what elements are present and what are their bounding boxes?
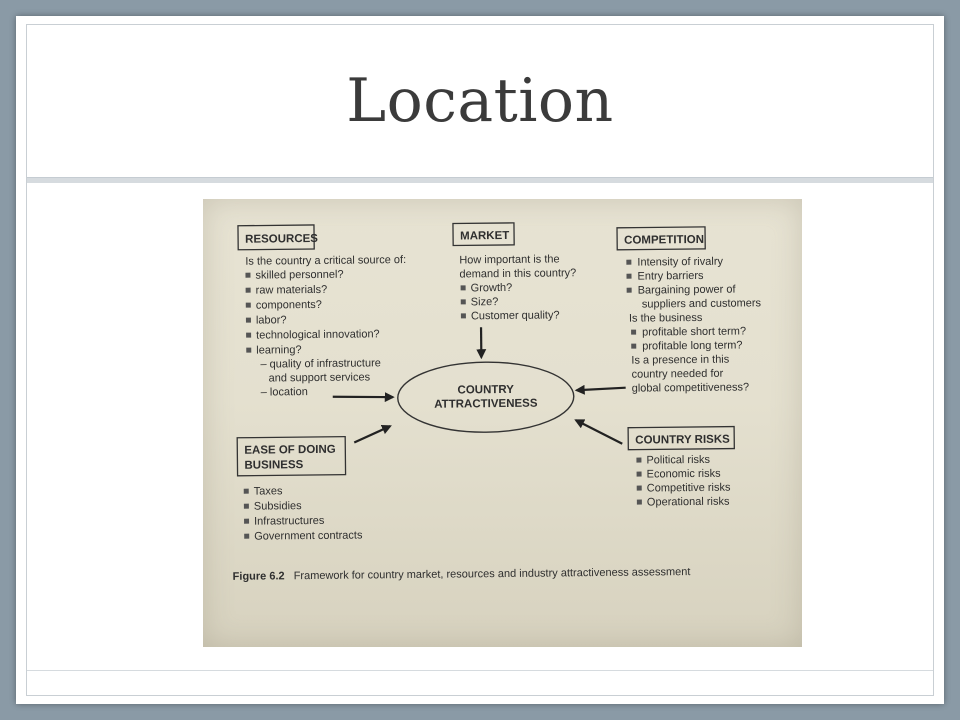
competition-list	[626, 255, 762, 394]
risks-item: Economic risks	[646, 467, 721, 481]
arrow-from-resources	[333, 396, 393, 398]
resources-intro: Is the country a critical source of:	[245, 254, 407, 268]
ease-list	[244, 484, 363, 542]
resources-item: labor?	[255, 314, 287, 327]
competition-item: Bargaining power of	[637, 283, 736, 297]
footer-divider	[27, 670, 933, 671]
ease-item: Infrastructures	[253, 514, 325, 528]
market-intro: How important is the	[459, 253, 560, 267]
risks-heading: COUNTRY RISKS	[635, 433, 730, 447]
figure-caption	[233, 566, 691, 583]
ease-item: Subsidies	[253, 500, 302, 513]
diagram-group	[229, 220, 764, 583]
competition-subitem: profitable short term?	[642, 325, 747, 339]
framework-diagram	[203, 199, 802, 647]
resources-item: components?	[255, 298, 322, 312]
center-label-line1: COUNTRY	[457, 383, 514, 397]
title-divider	[27, 177, 933, 183]
competition-presence: Is a presence in this	[631, 353, 730, 367]
market-item: Customer quality?	[470, 309, 560, 323]
center-label-line2: ATTRACTIVENESS	[434, 397, 538, 411]
resources-item: learning?	[256, 344, 302, 357]
resources-item: raw materials?	[255, 283, 328, 297]
resources-heading: RESOURCES	[245, 232, 319, 246]
resources-subitem: – quality of infrastructure	[260, 357, 381, 371]
market-list	[461, 281, 560, 322]
ease-item: Government contracts	[254, 529, 363, 543]
market-item: Growth?	[470, 281, 513, 295]
ease-heading: EASE OF DOING	[244, 443, 336, 457]
figure-photo	[203, 199, 802, 647]
caption-label: Figure 6.2	[232, 570, 285, 583]
arrow-from-ease	[354, 426, 390, 442]
resources-subitem: – location	[260, 386, 308, 399]
title-band	[27, 25, 933, 177]
market-item: Size?	[470, 296, 499, 309]
risks-item: Operational risks	[646, 495, 730, 509]
ease-item: Taxes	[253, 485, 283, 498]
resources-item: technological innovation?	[256, 328, 380, 342]
competition-presence: country needed for	[631, 367, 724, 381]
competition-presence: global competitiveness?	[631, 381, 750, 395]
competition-heading: COMPETITION	[624, 233, 705, 247]
ease-heading: BUSINESS	[244, 459, 304, 472]
competition-item: Intensity of rivalry	[637, 255, 724, 269]
competition-continuation: suppliers and customers	[641, 297, 762, 311]
competition-question: Is the business	[628, 311, 703, 325]
risks-item: Competitive risks	[646, 481, 731, 495]
resources-list	[245, 268, 381, 398]
risks-item: Political risks	[646, 453, 711, 467]
slide-title: Location	[346, 66, 614, 136]
caption-text: Framework for country market, resources and industry attractiveness assessment	[293, 566, 691, 583]
competition-item: Entry barriers	[637, 269, 704, 283]
competition-subitem: profitable long term?	[642, 339, 743, 353]
arrow-from-competition	[577, 388, 626, 391]
attractiveness-ellipse	[397, 361, 574, 433]
resources-item: skilled personnel?	[255, 268, 344, 282]
market-heading: MARKET	[460, 229, 510, 243]
slide-frame	[16, 16, 944, 704]
resources-subitem: and support services	[268, 371, 371, 385]
arrow-from-risks	[576, 420, 622, 444]
risks-list	[636, 454, 731, 509]
market-intro: demand in this country?	[459, 267, 577, 281]
